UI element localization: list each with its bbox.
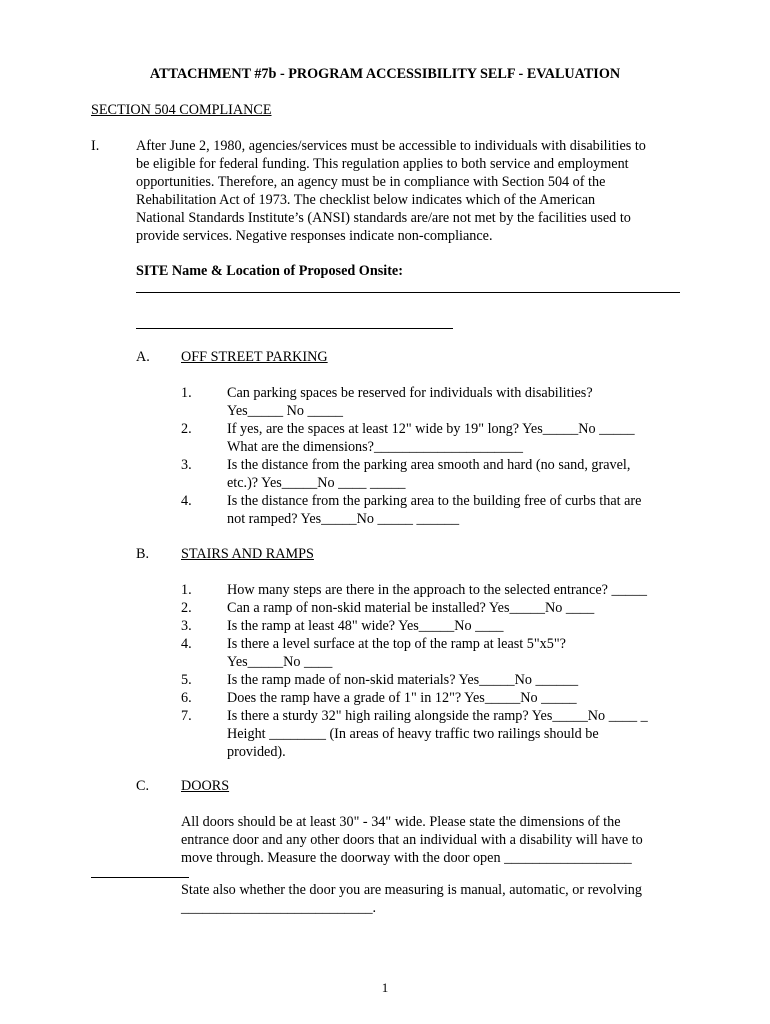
- item-number: 7.: [181, 708, 192, 724]
- item-line[interactable]: Is the ramp made of non-skid materials? Yes_____No ______: [227, 672, 579, 688]
- intro-line: National Standards Institute’s (ANSI) standards are/are not met by the facilities used to: [136, 210, 631, 226]
- item-line[interactable]: Yes_____ No _____: [227, 403, 344, 419]
- checklist-item: [227, 384, 593, 420]
- intro-line: After June 2, 1980, agencies/services must be accessible to individuals with disabilities to: [136, 138, 646, 154]
- checklist-item: [227, 420, 635, 456]
- checklist-item: [227, 707, 648, 761]
- section-c-heading: DOORS: [181, 778, 230, 794]
- item-number: 3.: [181, 457, 192, 473]
- item-line[interactable]: etc.)? Yes_____No ____ _____: [227, 475, 406, 491]
- item-number: 3.: [181, 618, 192, 634]
- item-line[interactable]: How many steps are there in the approach to the selected entrance? _____: [227, 582, 647, 598]
- item-line: Can parking spaces be reserved for individuals with disabilities?: [227, 385, 593, 401]
- item-number: 4.: [181, 636, 192, 652]
- item-line[interactable]: Is the ramp at least 48" wide? Yes_____No ____: [227, 618, 504, 634]
- item-number: 2.: [181, 600, 192, 616]
- checklist-item: [227, 635, 566, 671]
- item-line[interactable]: Yes_____No ____: [227, 654, 333, 670]
- section-c-letter: C.: [136, 778, 150, 794]
- page-number: 1: [381, 980, 389, 995]
- checklist-item: [227, 581, 647, 599]
- item-line[interactable]: Is there a sturdy 32" high railing alongside the ramp? Yes_____No ____ _: [227, 708, 648, 724]
- intro-numeral: I.: [91, 138, 100, 154]
- checklist-item: [227, 617, 504, 635]
- checklist-item: [227, 456, 630, 492]
- item-number: 2.: [181, 421, 192, 437]
- item-line: provided).: [227, 744, 286, 760]
- item-number: 4.: [181, 493, 192, 509]
- checklist-item: [227, 599, 594, 617]
- checklist-item: [227, 689, 577, 707]
- item-line[interactable]: Does the ramp have a grade of 1" in 12"? Yes_____No _____: [227, 690, 577, 706]
- intro-line: Rehabilitation Act of 1973. The checklist below indicates which of the American: [136, 192, 596, 208]
- section-a-heading: OFF STREET PARKING: [181, 349, 328, 365]
- item-line: Is there a level surface at the top of the ramp at least 5"x5"?: [227, 636, 566, 652]
- section-a-letter: A.: [136, 349, 150, 365]
- item-line: Is the distance from the parking area smooth and hard (no sand, gravel,: [227, 457, 631, 473]
- doors-line[interactable]: move through. Measure the doorway with the door open __________________: [181, 850, 632, 866]
- section-b-heading: STAIRS AND RAMPS: [181, 546, 314, 562]
- item-line: Is the distance from the parking area to the building free of curbs that are: [227, 493, 642, 509]
- section-b-letter: B.: [136, 546, 150, 562]
- intro-line: be eligible for federal funding. This regulation applies to both service and employment: [136, 156, 629, 172]
- item-number: 1.: [181, 582, 192, 598]
- doorway-measure-line-continued[interactable]: [91, 877, 189, 878]
- item-line[interactable]: If yes, are the spaces at least 12" wide by 19" long? Yes_____No _____: [227, 421, 635, 437]
- door-type-blank[interactable]: ___________________________.: [181, 900, 377, 916]
- site-name-line-2[interactable]: [136, 328, 453, 329]
- site-label: SITE Name & Location of Proposed Onsite:: [136, 263, 403, 279]
- item-number: 5.: [181, 672, 192, 688]
- document-title: ATTACHMENT #7b - PROGRAM ACCESSIBILITY SELF - EVALUATION: [149, 66, 621, 82]
- doors-paragraph: [181, 813, 643, 867]
- intro-line: opportunities. Therefore, an agency must be in compliance with Section 504 of the: [136, 174, 606, 190]
- item-line[interactable]: Height ________ (In areas of heavy traffic two railings should be: [227, 726, 599, 742]
- door-type-line: State also whether the door you are measuring is manual, automatic, or revolving: [181, 882, 642, 898]
- intro-paragraph: [136, 137, 696, 245]
- doors-line: entrance door and any other doors that an individual with a disability will have to: [181, 832, 643, 848]
- item-line[interactable]: not ramped? Yes_____No _____ ______: [227, 511, 460, 527]
- item-line[interactable]: Can a ramp of non-skid material be installed? Yes_____No ____: [227, 600, 595, 616]
- doors-line: All doors should be at least 30" - 34" wide. Please state the dimensions of the: [181, 814, 621, 830]
- item-line[interactable]: What are the dimensions?_____________________: [227, 439, 523, 455]
- intro-line: provide services. Negative responses indicate non-compliance.: [136, 228, 493, 244]
- section-504-heading: SECTION 504 COMPLIANCE: [91, 102, 272, 118]
- item-number: 1.: [181, 385, 192, 401]
- checklist-item: [227, 492, 641, 528]
- checklist-item: [227, 671, 578, 689]
- item-number: 6.: [181, 690, 192, 706]
- site-name-line-1[interactable]: [136, 292, 680, 293]
